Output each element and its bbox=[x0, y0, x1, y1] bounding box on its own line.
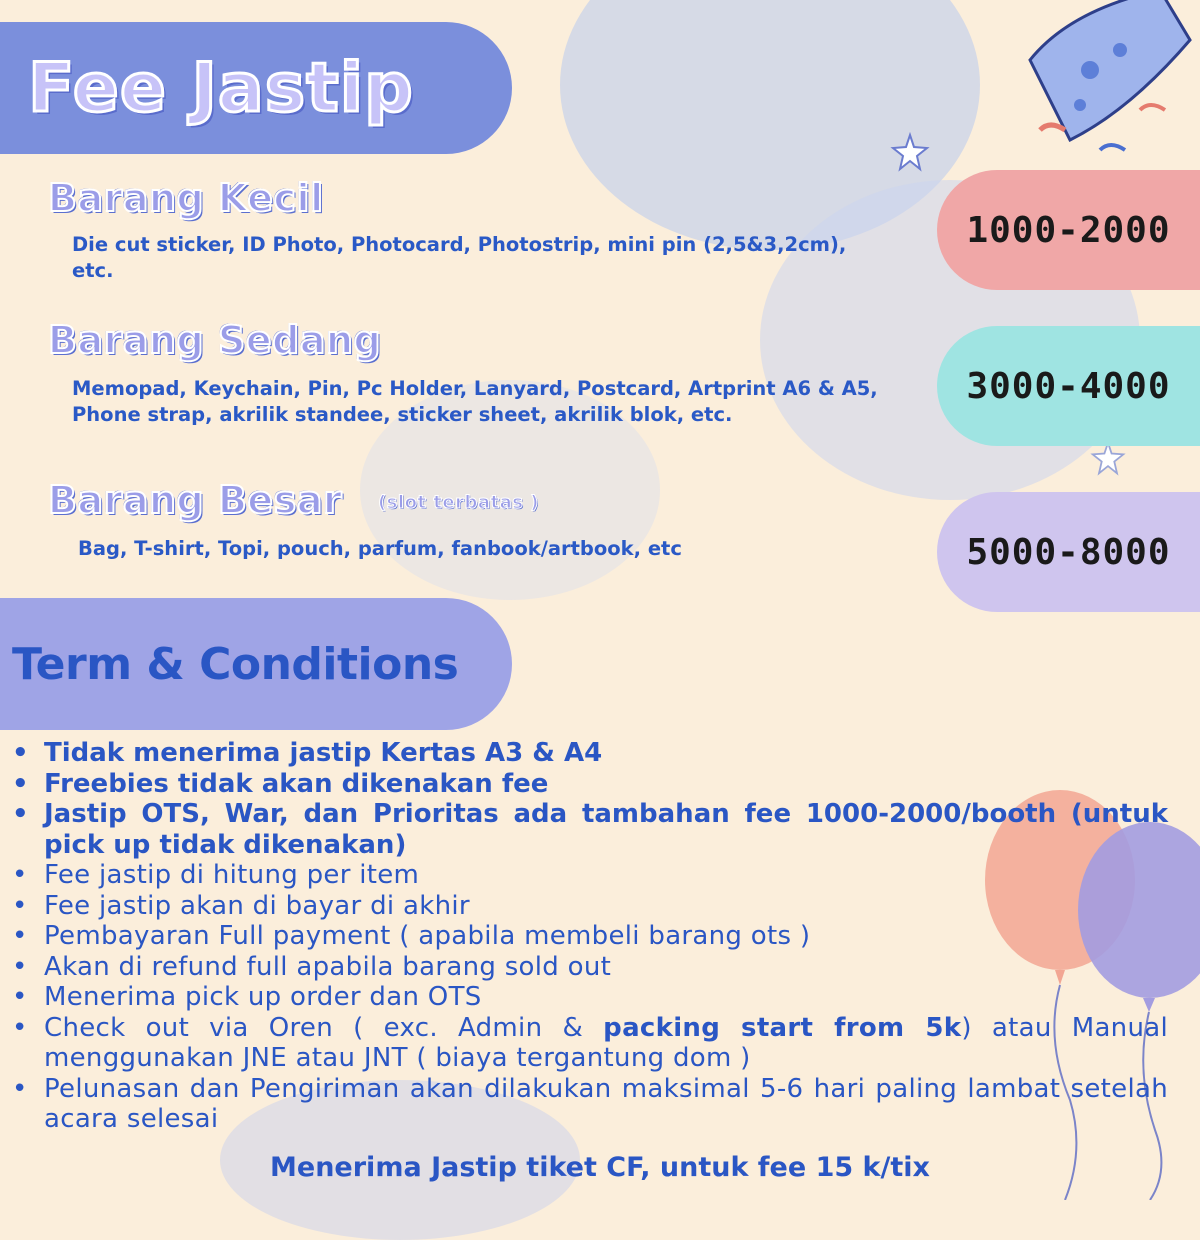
list-item: • Freebies tidak akan dikenakan fee bbox=[8, 769, 1168, 800]
category-desc-kecil: Die cut sticker, ID Photo, Photocard, Photostrip, mini pin (2,5&3,2cm), etc. bbox=[72, 233, 847, 282]
category-desc-sedang: Memopad, Keychain, Pin, Pc Holder, Lanyard, Postcard, Artprint A6 & A5, Phone strap, akrilik standee, sticker sheet, akrilik blok, etc. bbox=[72, 377, 878, 426]
list-item: • Jastip OTS, War, dan Prioritas ada tambahan fee 1000-2000/booth (untuk pick up tidak dikenakan) bbox=[8, 799, 1168, 860]
list-item: • Fee jastip di hitung per item bbox=[8, 860, 1168, 891]
list-item: • Tidak menerima jastip Kertas A3 & A4 bbox=[8, 738, 1168, 769]
star-icon bbox=[890, 132, 930, 172]
fee-banner bbox=[0, 22, 512, 154]
price-label: 1000-2000 bbox=[966, 209, 1171, 251]
price-pill-besar bbox=[937, 492, 1200, 612]
price-label: 3000-4000 bbox=[966, 365, 1171, 407]
category-title-besar bbox=[48, 478, 539, 522]
list-item: • Menerima pick up order dan OTS bbox=[8, 982, 1168, 1013]
party-hat-icon bbox=[1010, 0, 1200, 170]
list-item: • Akan di refund full apabila barang sold out bbox=[8, 952, 1168, 983]
category-title-text: Barang Besar bbox=[48, 478, 343, 522]
category-title-kecil bbox=[48, 176, 324, 220]
terms-title: Term & Conditions bbox=[12, 638, 459, 690]
category-title-sedang bbox=[48, 318, 381, 362]
price-label: 5000-8000 bbox=[966, 531, 1171, 573]
footer-note: Menerima Jastip tiket CF, untuk fee 15 k/tix bbox=[270, 1152, 930, 1183]
price-pill-kecil bbox=[937, 170, 1200, 290]
list-item-highlight: packing start from 5k bbox=[603, 1012, 962, 1043]
page-title: Fee Jastip bbox=[28, 48, 414, 128]
list-item: • Fee jastip akan di bayar di akhir bbox=[8, 891, 1168, 922]
list-item-text: ) atau Manual menggunakan JNE atau JNT ( biaya tergantung dom ) bbox=[44, 1012, 1168, 1073]
terms-list bbox=[8, 738, 1168, 1135]
category-desc-besar: Bag, T-shirt, Topi, pouch, parfum, fanbook/artbook, etc bbox=[78, 537, 682, 560]
terms-banner bbox=[0, 598, 512, 730]
list-item bbox=[8, 1013, 1168, 1074]
category-title-text: Barang Sedang bbox=[48, 318, 382, 362]
list-item-text: Check out via Oren ( exc. Admin & bbox=[44, 1012, 604, 1043]
list-item: • Pembayaran Full payment ( apabila membeli barang ots ) bbox=[8, 921, 1168, 952]
price-pill-sedang bbox=[937, 326, 1200, 446]
list-item: • Pelunasan dan Pengiriman akan dilakukan maksimal 5-6 hari paling lambat setelah acara selesai bbox=[8, 1074, 1168, 1135]
category-title-text: Barang Kecil bbox=[48, 176, 324, 220]
category-note: (slot terbatas ) bbox=[377, 492, 539, 513]
